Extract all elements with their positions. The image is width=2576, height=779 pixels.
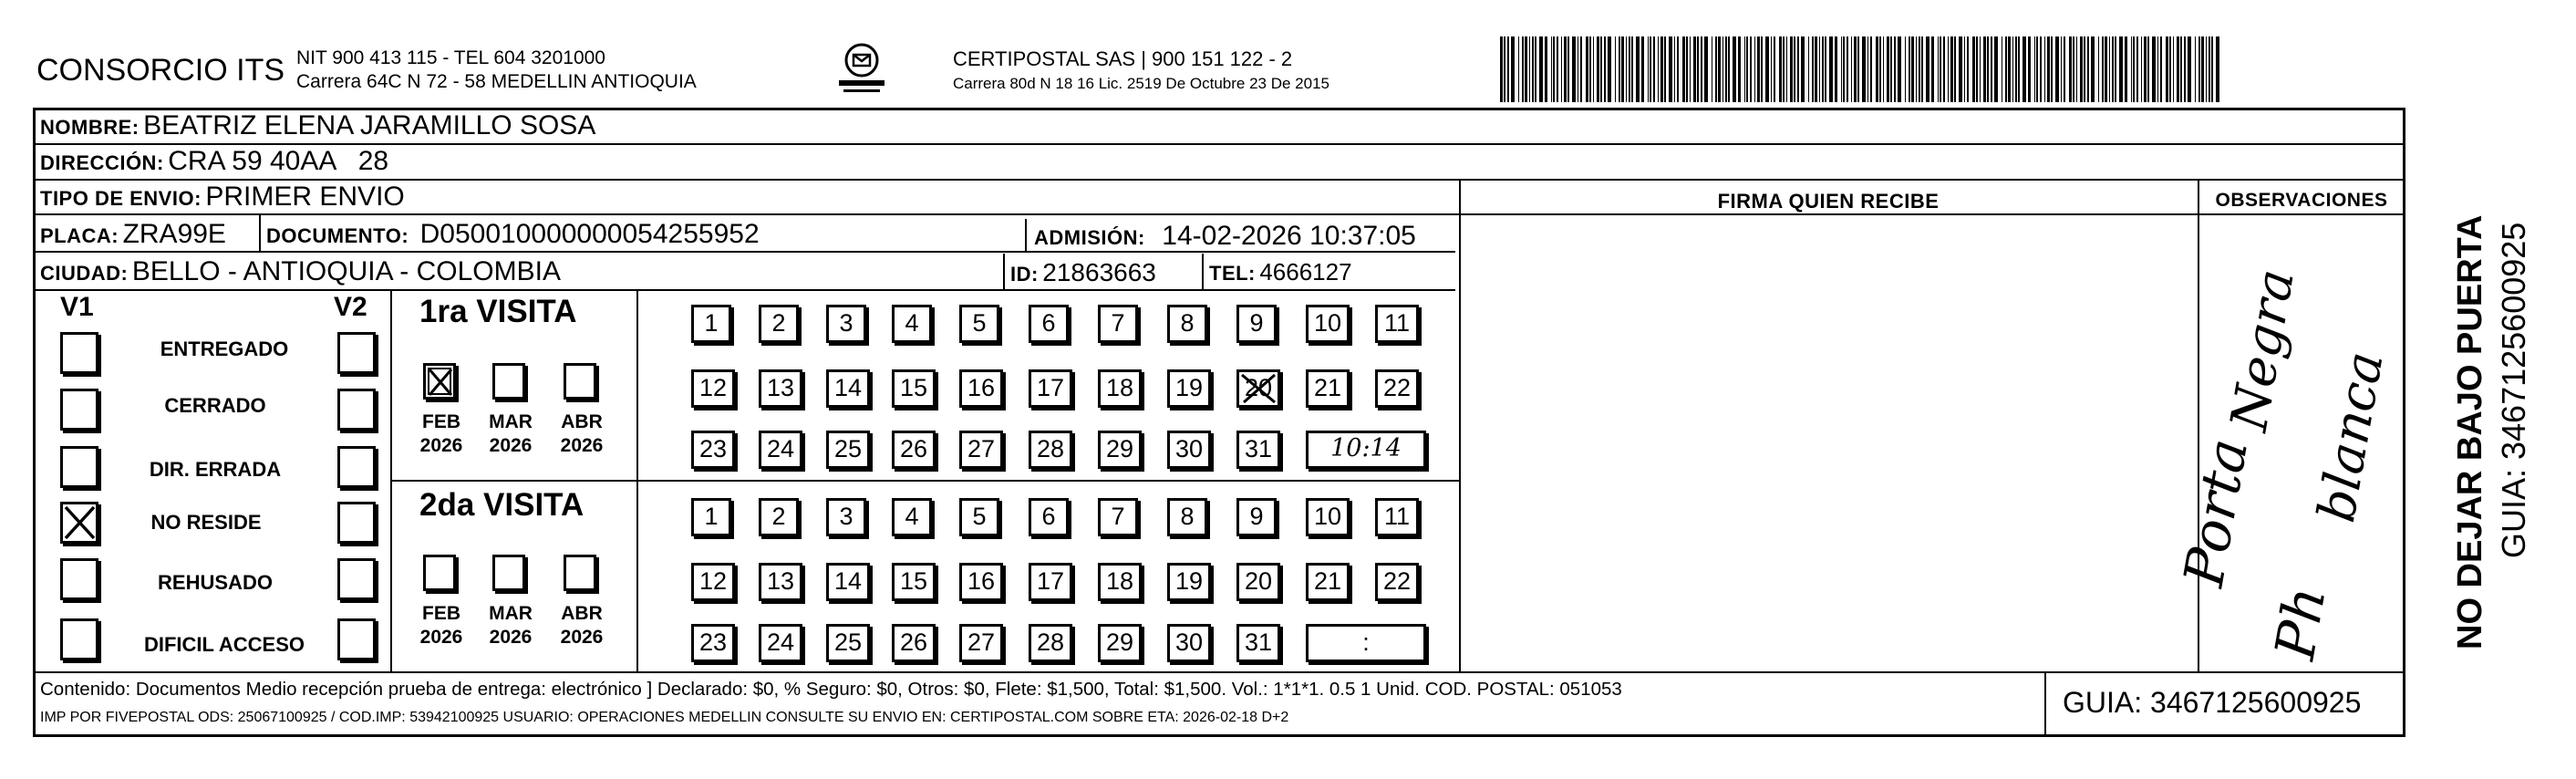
ciudad-field	[40, 256, 561, 287]
visit1-feb-checkbox[interactable]	[423, 363, 456, 400]
visit2-day-14[interactable]: 14	[826, 563, 870, 601]
ciudad-value: BELLO - ANTIOQUIA - COLOMBIA	[131, 256, 561, 286]
v1-dificil-acceso-checkbox[interactable]	[60, 618, 98, 660]
visit1-day-4[interactable]: 4	[892, 305, 932, 343]
visit2-day-24[interactable]: 24	[759, 624, 802, 662]
tipo-row	[40, 182, 405, 213]
status-option-rehusado: REHUSADO	[158, 571, 273, 594]
visit1-mar-label: MAR 2026	[489, 411, 533, 456]
placa-value: ZRA99E	[122, 219, 226, 249]
footer-content-line: Contenido: Documentos Medio recepción prueba de entrega: electrónico ] Declarado: $0, % Seguro: $0, Otros: $0, Flete: $1,500, Total: $1,500. Vol.: 1*1*1. 0.5 1 Unid. COD. POSTAL: 051053	[40, 679, 1622, 700]
visit2-mar-checkbox[interactable]	[492, 555, 525, 591]
visit2-day-28[interactable]: 28	[1029, 624, 1072, 662]
admision-label: ADMISIÓN:	[1034, 226, 1145, 249]
visit2-day-19[interactable]: 19	[1167, 563, 1211, 601]
observation-handwriting-porta: Porta	[2172, 433, 2261, 592]
tipo-label: TIPO DE ENVIO:	[40, 187, 202, 210]
observation-handwriting-ph: Ph	[2263, 582, 2339, 665]
v1-dir-errada-checkbox[interactable]	[60, 446, 98, 488]
visit1-day-6[interactable]: 6	[1029, 305, 1069, 343]
v1-no-reside-checkbox[interactable]	[60, 502, 98, 544]
visit2-day-12[interactable]: 12	[691, 563, 735, 601]
visit2-day-10[interactable]: 10	[1306, 498, 1350, 536]
visit2-day-4[interactable]: 4	[892, 498, 932, 536]
v2-rehusado-checkbox[interactable]	[337, 558, 376, 600]
visit1-day-25[interactable]: 25	[826, 431, 870, 469]
visit2-day-25[interactable]: 25	[826, 624, 870, 662]
direccion-row	[40, 146, 388, 177]
observation-handwriting-negra: Negra	[2219, 265, 2306, 436]
visit2-day-16[interactable]: 16	[959, 563, 1003, 601]
v2-entregado-checkbox[interactable]	[337, 332, 376, 374]
visit1-day-28[interactable]: 28	[1029, 431, 1072, 469]
visit2-day-27[interactable]: 27	[959, 624, 1003, 662]
status-option-cerrado: CERRADO	[164, 394, 266, 417]
tel-label: TEL:	[1209, 262, 1256, 285]
visit1-day-17[interactable]: 17	[1029, 369, 1072, 408]
visit2-day-31[interactable]: 31	[1236, 624, 1280, 662]
status-option-no-reside: NO RESIDE	[150, 511, 262, 534]
nombre-value: BEATRIZ ELENA JARAMILLO SOSA	[143, 110, 596, 140]
visit1-mar-checkbox[interactable]	[492, 363, 525, 400]
visit2-day-3[interactable]: 3	[826, 498, 866, 536]
visit2-day-17[interactable]: 17	[1029, 563, 1072, 601]
visit2-abr-checkbox[interactable]	[564, 555, 596, 591]
v1-cerrado-checkbox[interactable]	[60, 389, 98, 431]
visit1-day-11[interactable]: 11	[1375, 305, 1419, 343]
side-no-dejar-bajo-puerta: NO DEJAR BAJO PUERTA	[2451, 214, 2489, 649]
visit2-day-30[interactable]: 30	[1167, 624, 1211, 662]
barcode	[1500, 36, 2225, 102]
visit1-day-1[interactable]: 1	[691, 305, 731, 343]
v2-dir-errada-checkbox[interactable]	[337, 446, 376, 488]
visit2-abr-label: ABR 2026	[560, 603, 604, 648]
v2-cerrado-checkbox[interactable]	[337, 389, 376, 431]
documento-field	[266, 219, 760, 250]
tel-field	[1209, 258, 1352, 286]
direccion-value: CRA 59 40AA 28	[168, 146, 389, 176]
visit2-day-11[interactable]: 11	[1375, 498, 1419, 536]
carrier-line: CERTIPOSTAL SAS | 900 151 122 - 2	[953, 47, 1293, 70]
status-option-dificil-acceso: DIFICIL ACCESO	[143, 633, 305, 656]
visit1-day-16[interactable]: 16	[959, 369, 1003, 408]
documento-label: DOCUMENTO:	[266, 224, 409, 247]
visit2-title: 2da VISITA	[419, 487, 585, 523]
visit1-day-8[interactable]: 8	[1167, 305, 1207, 343]
nombre-row	[40, 110, 595, 141]
visit1-abr-checkbox[interactable]	[564, 363, 596, 400]
visit1-day-9[interactable]: 9	[1236, 305, 1277, 343]
visit1-feb-label: FEB 2026	[419, 411, 463, 456]
visit2-feb-label: FEB 2026	[419, 603, 463, 648]
visit2-day-8[interactable]: 8	[1167, 498, 1207, 536]
visit2-day-20[interactable]: 20	[1236, 563, 1280, 601]
visit1-day-18[interactable]: 18	[1098, 369, 1142, 408]
tel-value: 4666127	[1259, 258, 1352, 286]
visit2-day-5[interactable]: 5	[959, 498, 999, 536]
visit1-day-13[interactable]: 13	[759, 369, 802, 408]
visit2-mar-label: MAR 2026	[489, 603, 533, 648]
v1-label: V1	[60, 292, 94, 322]
v1-rehusado-checkbox[interactable]	[60, 558, 98, 600]
direccion-label: DIRECCIÓN:	[40, 151, 164, 174]
nombre-label: NOMBRE:	[40, 116, 140, 139]
visit1-day-31[interactable]: 31	[1236, 431, 1280, 469]
day-mark-icon	[1236, 369, 1280, 412]
visit1-day-27[interactable]: 27	[959, 431, 1003, 469]
visit1-day-7[interactable]: 7	[1098, 305, 1138, 343]
visit2-day-13[interactable]: 13	[759, 563, 802, 601]
admision-value: 14-02-2026 10:37:05	[1162, 221, 1416, 251]
footer-print-line: IMP POR FIVEPOSTAL ODS: 25067100925 / COD.IMP: 53942100925 USUARIO: OPERACIONES MEDELLIN CONSULTE SU ENVIO EN: CERTIPOSTAL.COM SOBRE ETA: 2026-02-18 D+2	[40, 710, 1289, 725]
visit2-day-21[interactable]: 21	[1306, 563, 1350, 601]
observation-handwriting-blanca: blanca	[2307, 347, 2395, 527]
visit1-title: 1ra VISITA	[419, 294, 577, 329]
visit1-day-12[interactable]: 12	[691, 369, 735, 408]
visit1-day-24[interactable]: 24	[759, 431, 802, 469]
visit2-day-22[interactable]: 22	[1375, 563, 1419, 601]
id-value: 21863663	[1042, 258, 1156, 286]
visit2-day-15[interactable]: 15	[892, 563, 936, 601]
documento-value: D050010000000054255952	[419, 219, 760, 249]
visit2-feb-checkbox[interactable]	[423, 555, 456, 591]
status-option-entregado: ENTREGADO	[160, 338, 289, 360]
v2-no-reside-checkbox[interactable]	[337, 502, 376, 544]
placa-label: PLACA:	[40, 224, 119, 247]
visit2-day-7[interactable]: 7	[1098, 498, 1138, 536]
footer-guia: GUIA: 3467125600925	[2063, 686, 2362, 719]
visit2-day-6[interactable]: 6	[1029, 498, 1069, 536]
visit1-day-10[interactable]: 10	[1306, 305, 1350, 343]
company-name: CONSORCIO ITS	[36, 53, 285, 88]
visit1-day-19[interactable]: 19	[1167, 369, 1211, 408]
side-guia: GUIA: 3467125600925	[2495, 222, 2532, 558]
visit1-day-22[interactable]: 22	[1375, 369, 1419, 408]
visit2-day-26[interactable]: 26	[892, 624, 936, 662]
company-address: Carrera 64C N 72 - 58 MEDELLIN ANTIOQUIA	[296, 71, 697, 92]
visit2-day-23[interactable]: 23	[691, 624, 735, 662]
visit2-day-9[interactable]: 9	[1236, 498, 1277, 536]
visit1-day-20[interactable]: 20	[1236, 369, 1280, 408]
company-nit: NIT 900 413 115 - TEL 604 3201000	[296, 47, 605, 68]
observations-area	[2172, 215, 2405, 670]
visit2-day-2[interactable]: 2	[759, 498, 799, 536]
visit2-day-29[interactable]: 29	[1098, 624, 1142, 662]
visit1-day-21[interactable]: 21	[1306, 369, 1350, 408]
visit1-time-field[interactable]: 10:14	[1306, 431, 1426, 469]
visit2-time-field[interactable]: :	[1306, 624, 1426, 662]
visit1-day-29[interactable]: 29	[1098, 431, 1142, 469]
visit1-day-23[interactable]: 23	[691, 431, 735, 469]
observaciones-label: OBSERVACIONES	[2215, 190, 2388, 211]
visit1-day-5[interactable]: 5	[959, 305, 999, 343]
status-option-dir-errada: DIR. ERRADA	[149, 458, 282, 481]
visit1-day-26[interactable]: 26	[892, 431, 936, 469]
tipo-value: PRIMER ENVIO	[205, 182, 405, 212]
visit2-day-18[interactable]: 18	[1098, 563, 1142, 601]
id-field	[1010, 258, 1156, 287]
visit1-abr-label: ABR 2026	[560, 411, 604, 456]
check-mark-icon	[426, 366, 453, 397]
visit1-day-2[interactable]: 2	[759, 305, 799, 343]
v1-entregado-checkbox[interactable]	[60, 332, 98, 374]
id-label: ID:	[1010, 263, 1039, 286]
visit1-day-15[interactable]: 15	[892, 369, 936, 408]
placa-field	[40, 219, 226, 250]
v2-dificil-acceso-checkbox[interactable]	[337, 618, 376, 660]
signature-area[interactable]	[1461, 215, 2196, 670]
ciudad-label: CIUDAD:	[40, 262, 129, 285]
admision-field	[1034, 221, 1416, 252]
firma-label: FIRMA QUIEN RECIBE	[1717, 190, 1940, 213]
visit1-day-30[interactable]: 30	[1167, 431, 1211, 469]
check-mark-icon	[63, 504, 96, 541]
certipostal-logo	[834, 40, 889, 100]
carrier-address: Carrera 80d N 18 16 Lic. 2519 De Octubre 23 De 2015	[953, 75, 1329, 92]
visit2-day-1[interactable]: 1	[691, 498, 731, 536]
v2-label: V2	[334, 292, 367, 322]
visit1-day-3[interactable]: 3	[826, 305, 866, 343]
visit1-day-14[interactable]: 14	[826, 369, 870, 408]
